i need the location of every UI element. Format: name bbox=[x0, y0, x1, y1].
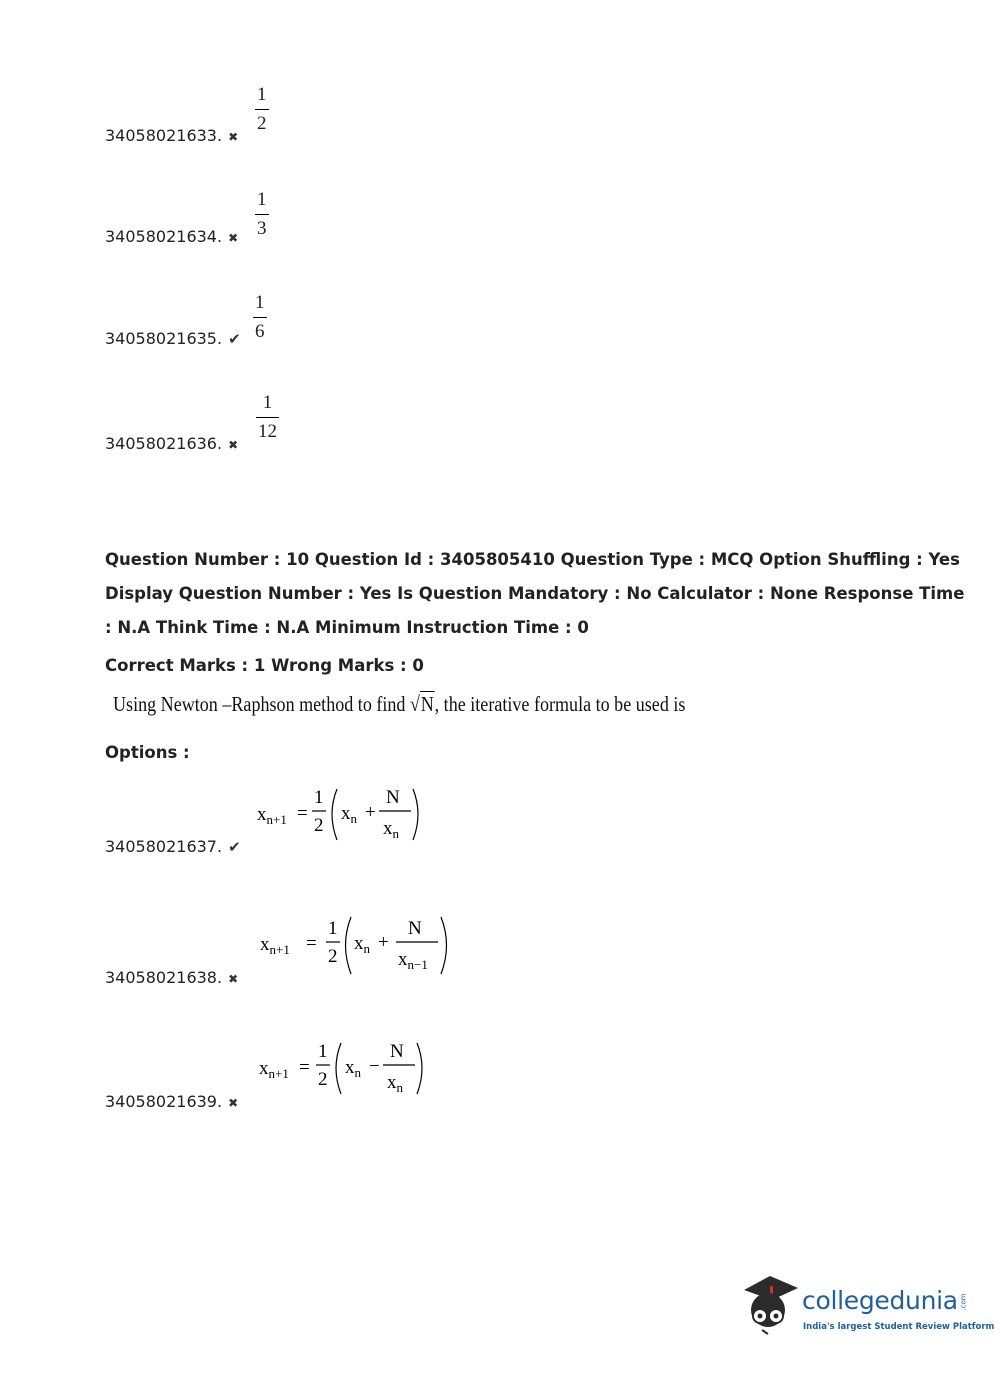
question-meta-line-2: Display Question Number : Yes Is Question Mandatory : No Calculator : None Response Time bbox=[105, 584, 965, 603]
option-id-row bbox=[105, 837, 241, 856]
option-id: 34058021633. bbox=[105, 126, 223, 145]
equals: = bbox=[297, 803, 308, 824]
logo-suffix: .com bbox=[959, 1293, 968, 1311]
sqrt-expression bbox=[410, 692, 435, 717]
equals: = bbox=[306, 933, 317, 954]
lhs: $x_{n+1}$ bbox=[257, 804, 287, 827]
right-paren bbox=[417, 1043, 422, 1094]
coef-numerator: 1 bbox=[314, 787, 324, 808]
operator: + bbox=[365, 802, 376, 823]
fraction-numerator: N bbox=[408, 918, 422, 939]
fraction bbox=[255, 190, 269, 238]
option-id-row bbox=[105, 329, 241, 348]
fraction-numerator: 1 bbox=[257, 84, 267, 105]
term: $x_n$ bbox=[345, 1057, 361, 1080]
equals: = bbox=[299, 1057, 310, 1078]
collegedunia-logo bbox=[740, 1272, 995, 1342]
option-id-row bbox=[105, 126, 238, 145]
coef-denominator: 2 bbox=[314, 815, 324, 836]
term: $x_n$ bbox=[341, 803, 357, 826]
option-id: 34058021635. bbox=[105, 329, 223, 348]
coef-numerator: 1 bbox=[318, 1041, 328, 1062]
wrong-mark-icon: ✖ bbox=[228, 438, 239, 452]
lhs: $x_{n+1}$ bbox=[259, 1058, 289, 1081]
term: $x_n$ bbox=[354, 933, 370, 956]
fraction-numerator: 1 bbox=[262, 392, 273, 413]
right-paren bbox=[413, 789, 418, 840]
wrong-mark-icon: ✖ bbox=[228, 130, 239, 144]
question-text-after: , the iterative formula to be used is bbox=[434, 692, 686, 716]
logo-tagline: India's largest Student Review Platform bbox=[803, 1322, 995, 1332]
formula bbox=[255, 783, 430, 848]
right-paren bbox=[441, 917, 447, 974]
option-id-row bbox=[105, 968, 238, 987]
question-text-before: Using Newton –Raphson method to find bbox=[113, 692, 410, 716]
left-paren bbox=[346, 917, 352, 974]
option-id-row bbox=[105, 434, 238, 453]
fraction-denominator: 12 bbox=[258, 421, 277, 442]
option-id: 34058021637. bbox=[105, 837, 223, 856]
fraction-numerator: 1 bbox=[255, 292, 265, 313]
wrong-mark-icon: ✖ bbox=[228, 972, 239, 986]
check-mark-icon: ✔ bbox=[228, 330, 241, 348]
option-id-row bbox=[105, 227, 238, 246]
sqrt-symbol: √ bbox=[409, 692, 420, 716]
coef-denominator: 2 bbox=[318, 1069, 328, 1090]
options-label: Options : bbox=[105, 743, 190, 762]
wrong-mark-icon: ✖ bbox=[228, 1096, 239, 1110]
sqrt-argument: N bbox=[420, 692, 434, 716]
left-paren bbox=[332, 789, 337, 840]
fraction bbox=[256, 393, 279, 441]
fraction bbox=[255, 85, 269, 133]
mascot-icon bbox=[740, 1272, 802, 1338]
fraction-denominator: $x_n$ bbox=[383, 818, 399, 841]
fraction-numerator: N bbox=[386, 787, 400, 808]
lhs: $x_{n+1}$ bbox=[260, 934, 290, 957]
question-meta-line-1: Question Number : 10 Question Id : 3405805410 Question Type : MCQ Option Shuffling : Yes bbox=[105, 550, 960, 569]
coef-denominator: 2 bbox=[328, 946, 338, 967]
fraction-denominator: 6 bbox=[255, 321, 265, 342]
option-id: 34058021636. bbox=[105, 434, 223, 453]
option-id: 34058021638. bbox=[105, 968, 223, 987]
formula bbox=[258, 913, 453, 979]
check-mark-icon: ✔ bbox=[228, 838, 241, 856]
option-id-row bbox=[105, 1092, 238, 1111]
fraction-denominator: $x_n$ bbox=[387, 1072, 403, 1095]
fraction-numerator: 1 bbox=[257, 189, 267, 210]
option-id: 34058021634. bbox=[105, 227, 223, 246]
fraction bbox=[253, 293, 267, 341]
coef-numerator: 1 bbox=[328, 918, 338, 939]
operator: − bbox=[369, 1056, 380, 1077]
wrong-mark-icon: ✖ bbox=[228, 231, 239, 245]
option-id: 34058021639. bbox=[105, 1092, 223, 1111]
logo-brand: collegedunia bbox=[802, 1286, 958, 1315]
fraction-denominator: 3 bbox=[257, 218, 267, 239]
left-paren bbox=[336, 1043, 341, 1094]
fraction-denominator: $x_{n-1}$ bbox=[398, 949, 428, 972]
fraction-numerator: N bbox=[390, 1041, 404, 1062]
question-text bbox=[113, 692, 685, 717]
marks-line: Correct Marks : 1 Wrong Marks : 0 bbox=[105, 656, 424, 675]
question-meta-line-3: : N.A Think Time : N.A Minimum Instruction Time : 0 bbox=[105, 618, 589, 637]
formula bbox=[257, 1037, 432, 1102]
fraction-denominator: 2 bbox=[257, 113, 267, 134]
operator: + bbox=[378, 932, 389, 953]
